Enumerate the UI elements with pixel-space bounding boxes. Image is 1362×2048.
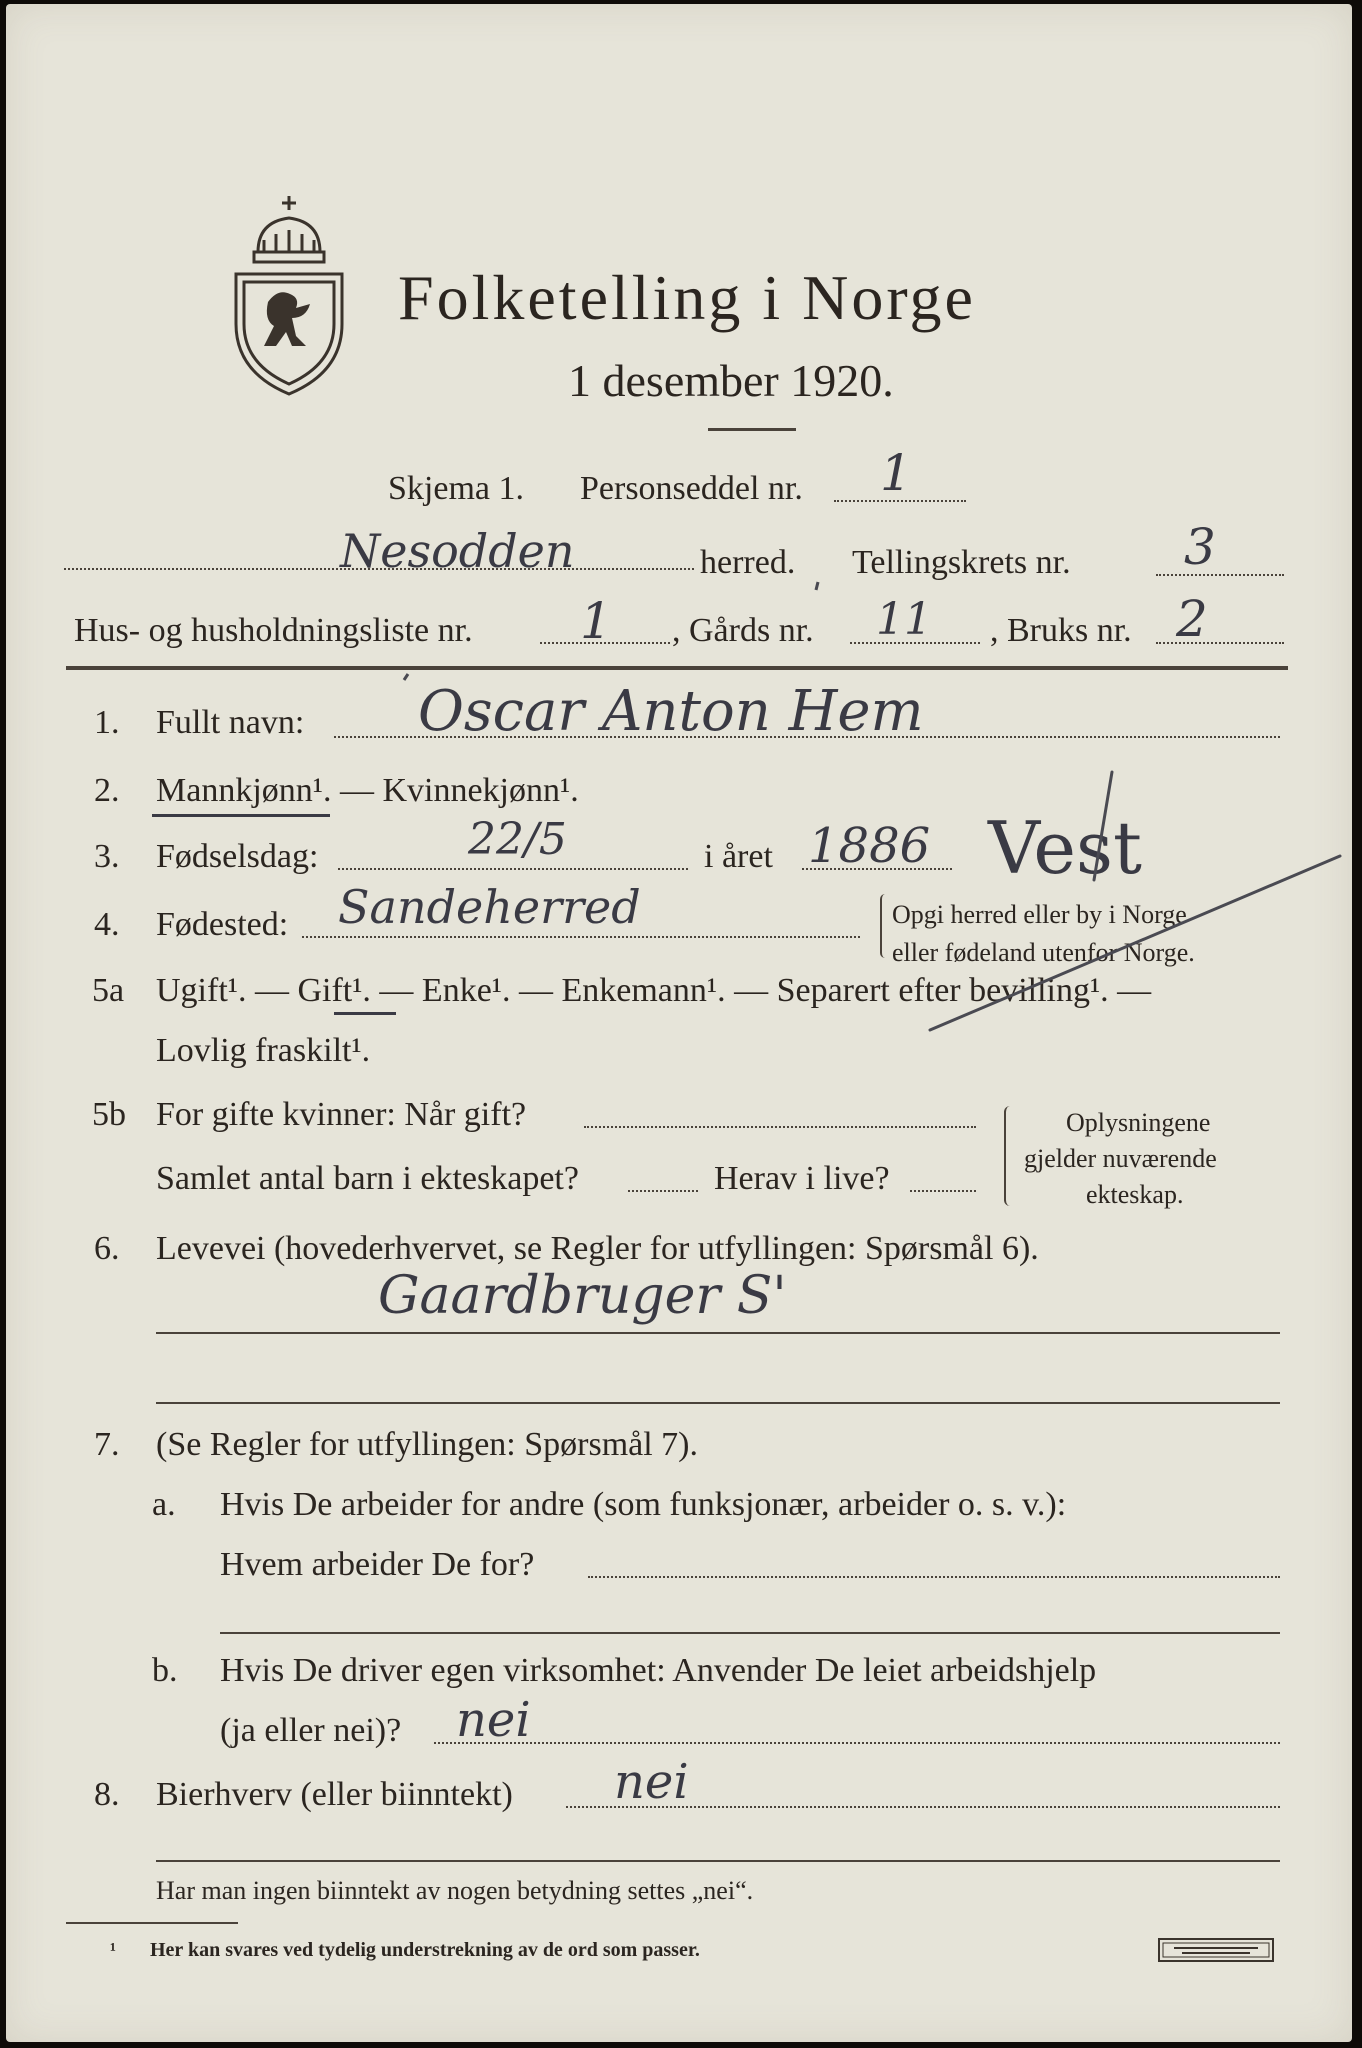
income-note: Har man ingen biinntekt av nogen betydning settes „nei“. [156,1876,754,1905]
footnote-mark: ¹ [110,1939,116,1961]
q3-number: 3. [94,838,120,875]
q7-label: (Se Regler for utfyllingen: Spørsmål 7). [156,1426,699,1463]
q1-label: Fullt navn: [156,704,305,741]
q5a-number: 5a [92,972,125,1009]
q7a-extra-line [220,1632,1280,1634]
q6-line2 [156,1402,1280,1404]
q7a-label: Hvis De arbeider for andre (som funksjonær, arbeider o. s. v.): [220,1486,1067,1523]
q6-number: 6. [94,1230,120,1267]
norway-coat-of-arms-icon [228,192,350,396]
q5b-label-children: Samlet antal barn i ekteskapet? [156,1160,579,1197]
q2-label: Mannkjønn¹. — Kvinnekjønn¹. [156,772,579,809]
q5b-number: 5b [92,1096,126,1133]
q5b-married-when-line [584,1126,976,1128]
q5b-alive-line [910,1190,976,1192]
q7a-number: a. [152,1486,176,1523]
q7b-label: Hvis De driver egen virksomhet: Anvender De leiet arbeidshjelp [220,1652,1097,1689]
herred-label: herred. [700,544,796,581]
q8-number: 8. [94,1776,120,1813]
gards-value[interactable]: 11 [876,594,932,645]
q5a-label: Ugift¹. — Gift¹. — Enke¹. — Enkemann¹. — Separert efter bevilling¹. — [156,972,1152,1009]
q4-note-line2: eller fødeland utenfor Norge. [892,938,1195,967]
q5b-note-line2: gjelder nuværende [1024,1144,1217,1173]
q3-annotation: Vest [988,806,1142,890]
q5b-note-brace [1004,1106,1016,1206]
personseddel-value[interactable]: 1 [880,444,912,502]
tellingskrets-label: Tellingskrets nr. [852,544,1071,581]
q7b-line [434,1742,1280,1744]
tellingskrets-value[interactable]: 3 [1184,518,1216,576]
census-date: 1 desember 1920. [568,355,894,406]
header-divider [66,666,1288,670]
q3-birth-date[interactable]: 22/5 [468,814,567,865]
q8-label: Bierhverv (eller biinntekt) [156,1776,513,1813]
q5b-note-line1: Oplysningene [1066,1108,1211,1137]
q5b-label-married-when: For gifte kvinner: Når gift? [156,1096,527,1133]
q7a-employer-line [588,1576,1280,1578]
q3-date-line [338,868,688,870]
husliste-label: Hus- og husholdningsliste nr. [74,612,473,649]
herred-value[interactable]: Nesodden [340,524,575,578]
q6-line1 [156,1332,1280,1334]
q3-birth-year[interactable]: 1886 [808,818,931,874]
q6-occupation[interactable]: Gaardbruger S' [378,1266,787,1326]
q4-note-brace [880,894,890,958]
q4-note-line1: Opgi herred eller by i Norge [892,900,1187,929]
tellingskrets-line [1156,574,1284,576]
q5a-underline-gift [334,1012,396,1015]
q3-year-label: i året [704,838,773,875]
q7-number: 7. [94,1426,120,1463]
q1-full-name[interactable]: Oscar Anton Hem [418,679,924,744]
q7a-label-line2: Hvem arbeider De for? [220,1546,535,1583]
q5b-note-line3: ekteskap. [1086,1180,1184,1209]
q7b-label-line2: (ja eller nei)? [220,1712,402,1749]
q6-label: Levevei (hovederhvervet, se Regler for utfyllingen: Spørsmål 6). [156,1230,1039,1267]
footnote-text: Her kan svares ved tydelig understrekning av de ord som passer. [150,1939,700,1961]
q3-label: Fødselsdag: [156,838,319,875]
q5b-children-line [628,1190,698,1192]
q7b-answer[interactable]: nei [456,1692,531,1748]
printer-stamp-icon [1158,1938,1274,1962]
personseddel-label: Personseddel nr. [580,470,803,507]
footnote-divider [66,1922,238,1924]
q4-line [302,936,860,938]
q8-extra-line [156,1860,1280,1862]
gards-label: , Gårds nr. [672,612,814,649]
q4-birthplace[interactable]: Sandeherred [338,880,641,934]
bruks-value[interactable]: 2 [1176,590,1208,648]
bruks-label: , Bruks nr. [990,612,1132,649]
q1-number: 1. [94,704,120,741]
q4-number: 4. [94,906,120,943]
husliste-value[interactable]: 1 [580,592,612,650]
q8-answer[interactable]: nei [614,1754,689,1810]
q5b-label-alive: Herav i live? [714,1160,890,1197]
q2-number: 2. [94,772,120,809]
q2-underline-mannkjonn [152,814,330,817]
q4-label: Fødested: [156,906,289,943]
form-label: Skjema 1. [388,470,524,507]
q5a-label-line2: Lovlig fraskilt¹. [156,1032,371,1069]
q7b-number: b. [152,1652,178,1689]
form-title: Folketelling i Norge [398,262,976,333]
title-divider [708,428,796,431]
